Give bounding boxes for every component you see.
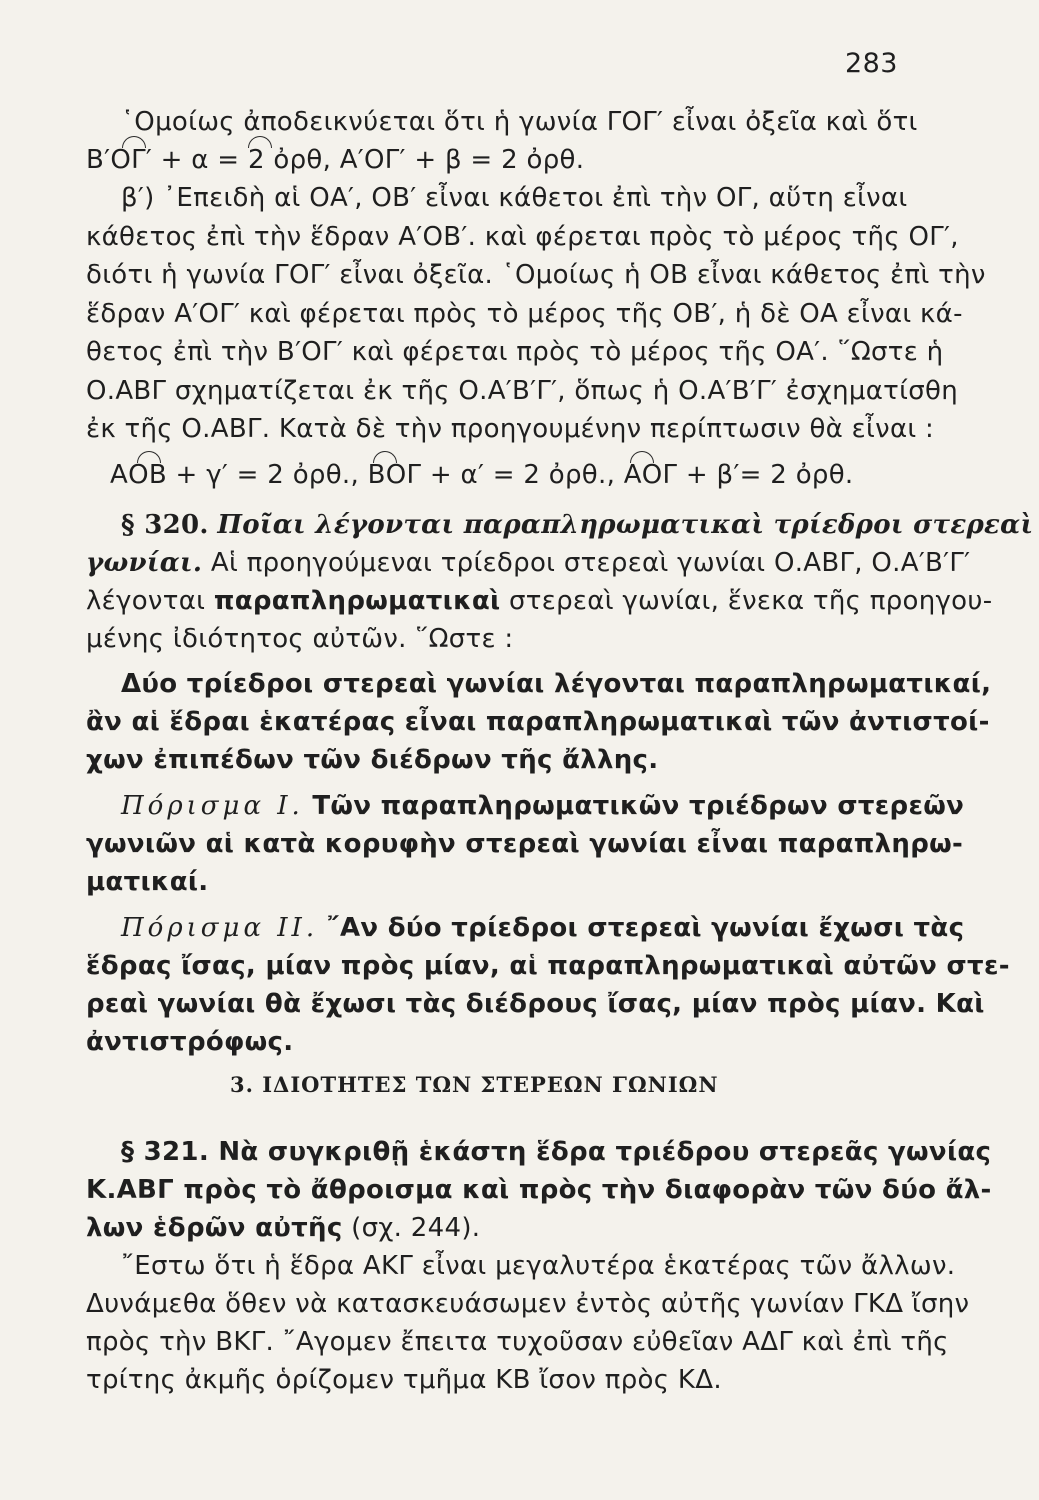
text-span: στερεαὶ γωνίαι, ἕνεκα τῆς προηγου- xyxy=(509,586,993,616)
figure-reference: (σχ. 244). xyxy=(351,1213,481,1243)
text-line: Β′ΟΓ′ + α = 2 ὀρθ, Α′ΟΓ′ + β = 2 ὀρθ. xyxy=(86,145,585,175)
problem-text: λων ἑδρῶν αὐτῆς xyxy=(86,1213,343,1243)
text-line: Δυνάμεθα ὅθεν νὰ κατασκευάσωμεν ἐντὸς αὐτῆς γωνίαν ΓΚΔ ἴσην xyxy=(86,1289,970,1319)
text-line xyxy=(86,584,992,618)
problem-line: § 321. Νὰ συγκριθῇ ἑκάστη ἕδρα τριέδρου στερεᾶς γωνίας xyxy=(121,1137,992,1167)
text-line: μένης ἰδιότητος αὐτῶν. ῞Ωστε : xyxy=(86,624,514,654)
text-line: διότι ἡ γωνία ΓΟΓ′ εἶναι ὀξεῖα. ῾Ομοίως ἡ ΟΒ εἶναι κάθετος ἐπὶ τὴν xyxy=(86,260,986,290)
problem-line xyxy=(86,1211,480,1245)
corollary-line xyxy=(121,789,964,823)
corollary-line: ἕδρας ἴσας, μίαν πρὸς μίαν, αἱ παραπληρωματικαὶ αὐτῶν στε- xyxy=(86,951,1010,981)
text-line: ἕδραν Α′ΟΓ′ καὶ φέρεται πρὸς τὸ μέρος τῆς ΟΒ′, ἡ δὲ ΟΑ εἶναι κά- xyxy=(86,299,963,329)
equation-line: ΑΟΒ + γ′ = 2 ὀρθ., ΒΟΓ + α′ = 2 ὀρθ., ΑΟΓ + β′= 2 ὀρθ. xyxy=(110,460,854,490)
angle-arc-mark xyxy=(137,451,161,463)
corollary-text: ῎Αν δύο τρίεδροι στερεαὶ γωνίαι ἔχωσι τὰς xyxy=(326,913,965,943)
text-line: πρὸς τὴν ΒΚΓ. ῎Αγομεν ἔπειτα τυχοῦσαν εὐθεῖαν ΑΔΓ καὶ ἐπὶ τῆς xyxy=(86,1327,949,1357)
section-title: Ποῖαι λέγονται παραπληρωματικαὶ τρίεδροι στερεαὶ xyxy=(217,510,1034,540)
angle-arc-mark xyxy=(373,451,397,463)
corollary-line: ρεαὶ γωνίαι θὰ ἔχωσι τὰς διέδρους ἴσας, μίαν πρὸς μίαν. Καὶ xyxy=(86,989,985,1019)
text-line: β′) ᾿Επειδὴ αἱ ΟΑ′, ΟΒ′ εἶναι κάθετοι ἐπὶ τὴν ΟΓ, αὕτη εἶναι xyxy=(121,183,908,213)
angle-arc-mark xyxy=(630,451,654,463)
text-span: Αἱ προηγούμεναι τρίεδροι στερεαὶ γωνίαι Ο.ΑΒΓ, Ο.Α′Β′Γ′ xyxy=(210,548,971,578)
text-line: ἐκ τῆς Ο.ΑΒΓ. Κατὰ δὲ τὴν προηγουμένην περίπτωσιν θὰ εἶναι : xyxy=(86,414,935,444)
text-line: τρίτης ἀκμῆς ὁρίζομεν τμῆμα ΚΒ ἴσον πρὸς ΚΔ. xyxy=(86,1365,722,1395)
corollary-label: Πόρισμα ΙΙ. xyxy=(121,913,319,943)
text-line: ῎Εστω ὅτι ἡ ἕδρα ΑΚΓ εἶναι μεγαλυτέρα ἑκατέρας τῶν ἄλλων. xyxy=(121,1251,956,1281)
corollary-line: γωνιῶν αἱ κατὰ κορυφὴν στερεαὶ γωνίαι εἶναι παραπληρω- xyxy=(86,829,964,859)
definition-line: ἂν αἱ ἕδραι ἑκατέρας εἶναι παραπληρωματικαὶ τῶν ἀντιστοί- xyxy=(86,707,990,737)
page-number: 283 xyxy=(844,48,898,79)
definition-line: χων ἐπιπέδων τῶν διέδρων τῆς ἄλλης. xyxy=(86,745,659,775)
text-line: Ο.ΑΒΓ σχηματίζεται ἐκ τῆς Ο.Α′Β′Γ′, ὅπως ἡ Ο.Α′Β′Γ′ ἐσχηματίσθη xyxy=(86,376,958,406)
problem-line: Κ.ΑΒΓ πρὸς τὸ ἄθροισμα καὶ πρὸς τὴν διαφορὰν τῶν δύο ἄλ- xyxy=(86,1175,992,1205)
section-title-line xyxy=(121,508,1033,542)
bold-term: παραπληρωματικαὶ xyxy=(213,586,501,616)
section-number: § 320. xyxy=(121,510,209,540)
text-line: κάθετος ἐπὶ τὴν ἕδραν Α′ΟΒ′. καὶ φέρεται πρὸς τὸ μέρος τῆς ΟΓ′, xyxy=(86,222,959,252)
definition-line: Δύο τρίεδροι στερεαὶ γωνίαι λέγονται παραπληρωματικαί, xyxy=(121,669,992,699)
corollary-line xyxy=(121,911,964,945)
chapter-heading: 3. ΙΔΙΟΤΗΤΕΣ ΤΩΝ ΣΤΕΡΕΩΝ ΓΩΝΙΩΝ xyxy=(230,1072,719,1097)
corollary-line: ἀντιστρόφως. xyxy=(86,1027,294,1057)
section-title-end: γωνίαι. xyxy=(86,548,203,578)
text-line: ῾Ομοίως ἀποδεικνύεται ὅτι ἡ γωνία ΓΟΓ′ εἶναι ὀξεῖα καὶ ὅτι xyxy=(121,107,918,137)
corollary-line: ματικαί. xyxy=(86,867,209,897)
corollary-label: Πόρισμα Ι. xyxy=(121,791,304,821)
corollary-text: Τῶν παραπληρωματικῶν τριέδρων στερεῶν xyxy=(312,791,965,821)
text-line xyxy=(86,546,970,580)
text-line: θετος ἐπὶ τὴν Β′ΟΓ′ καὶ φέρεται πρὸς τὸ μέρος τῆς ΟΑ′. ῞Ωστε ἡ xyxy=(86,337,944,367)
text-span: λέγονται xyxy=(86,586,206,616)
